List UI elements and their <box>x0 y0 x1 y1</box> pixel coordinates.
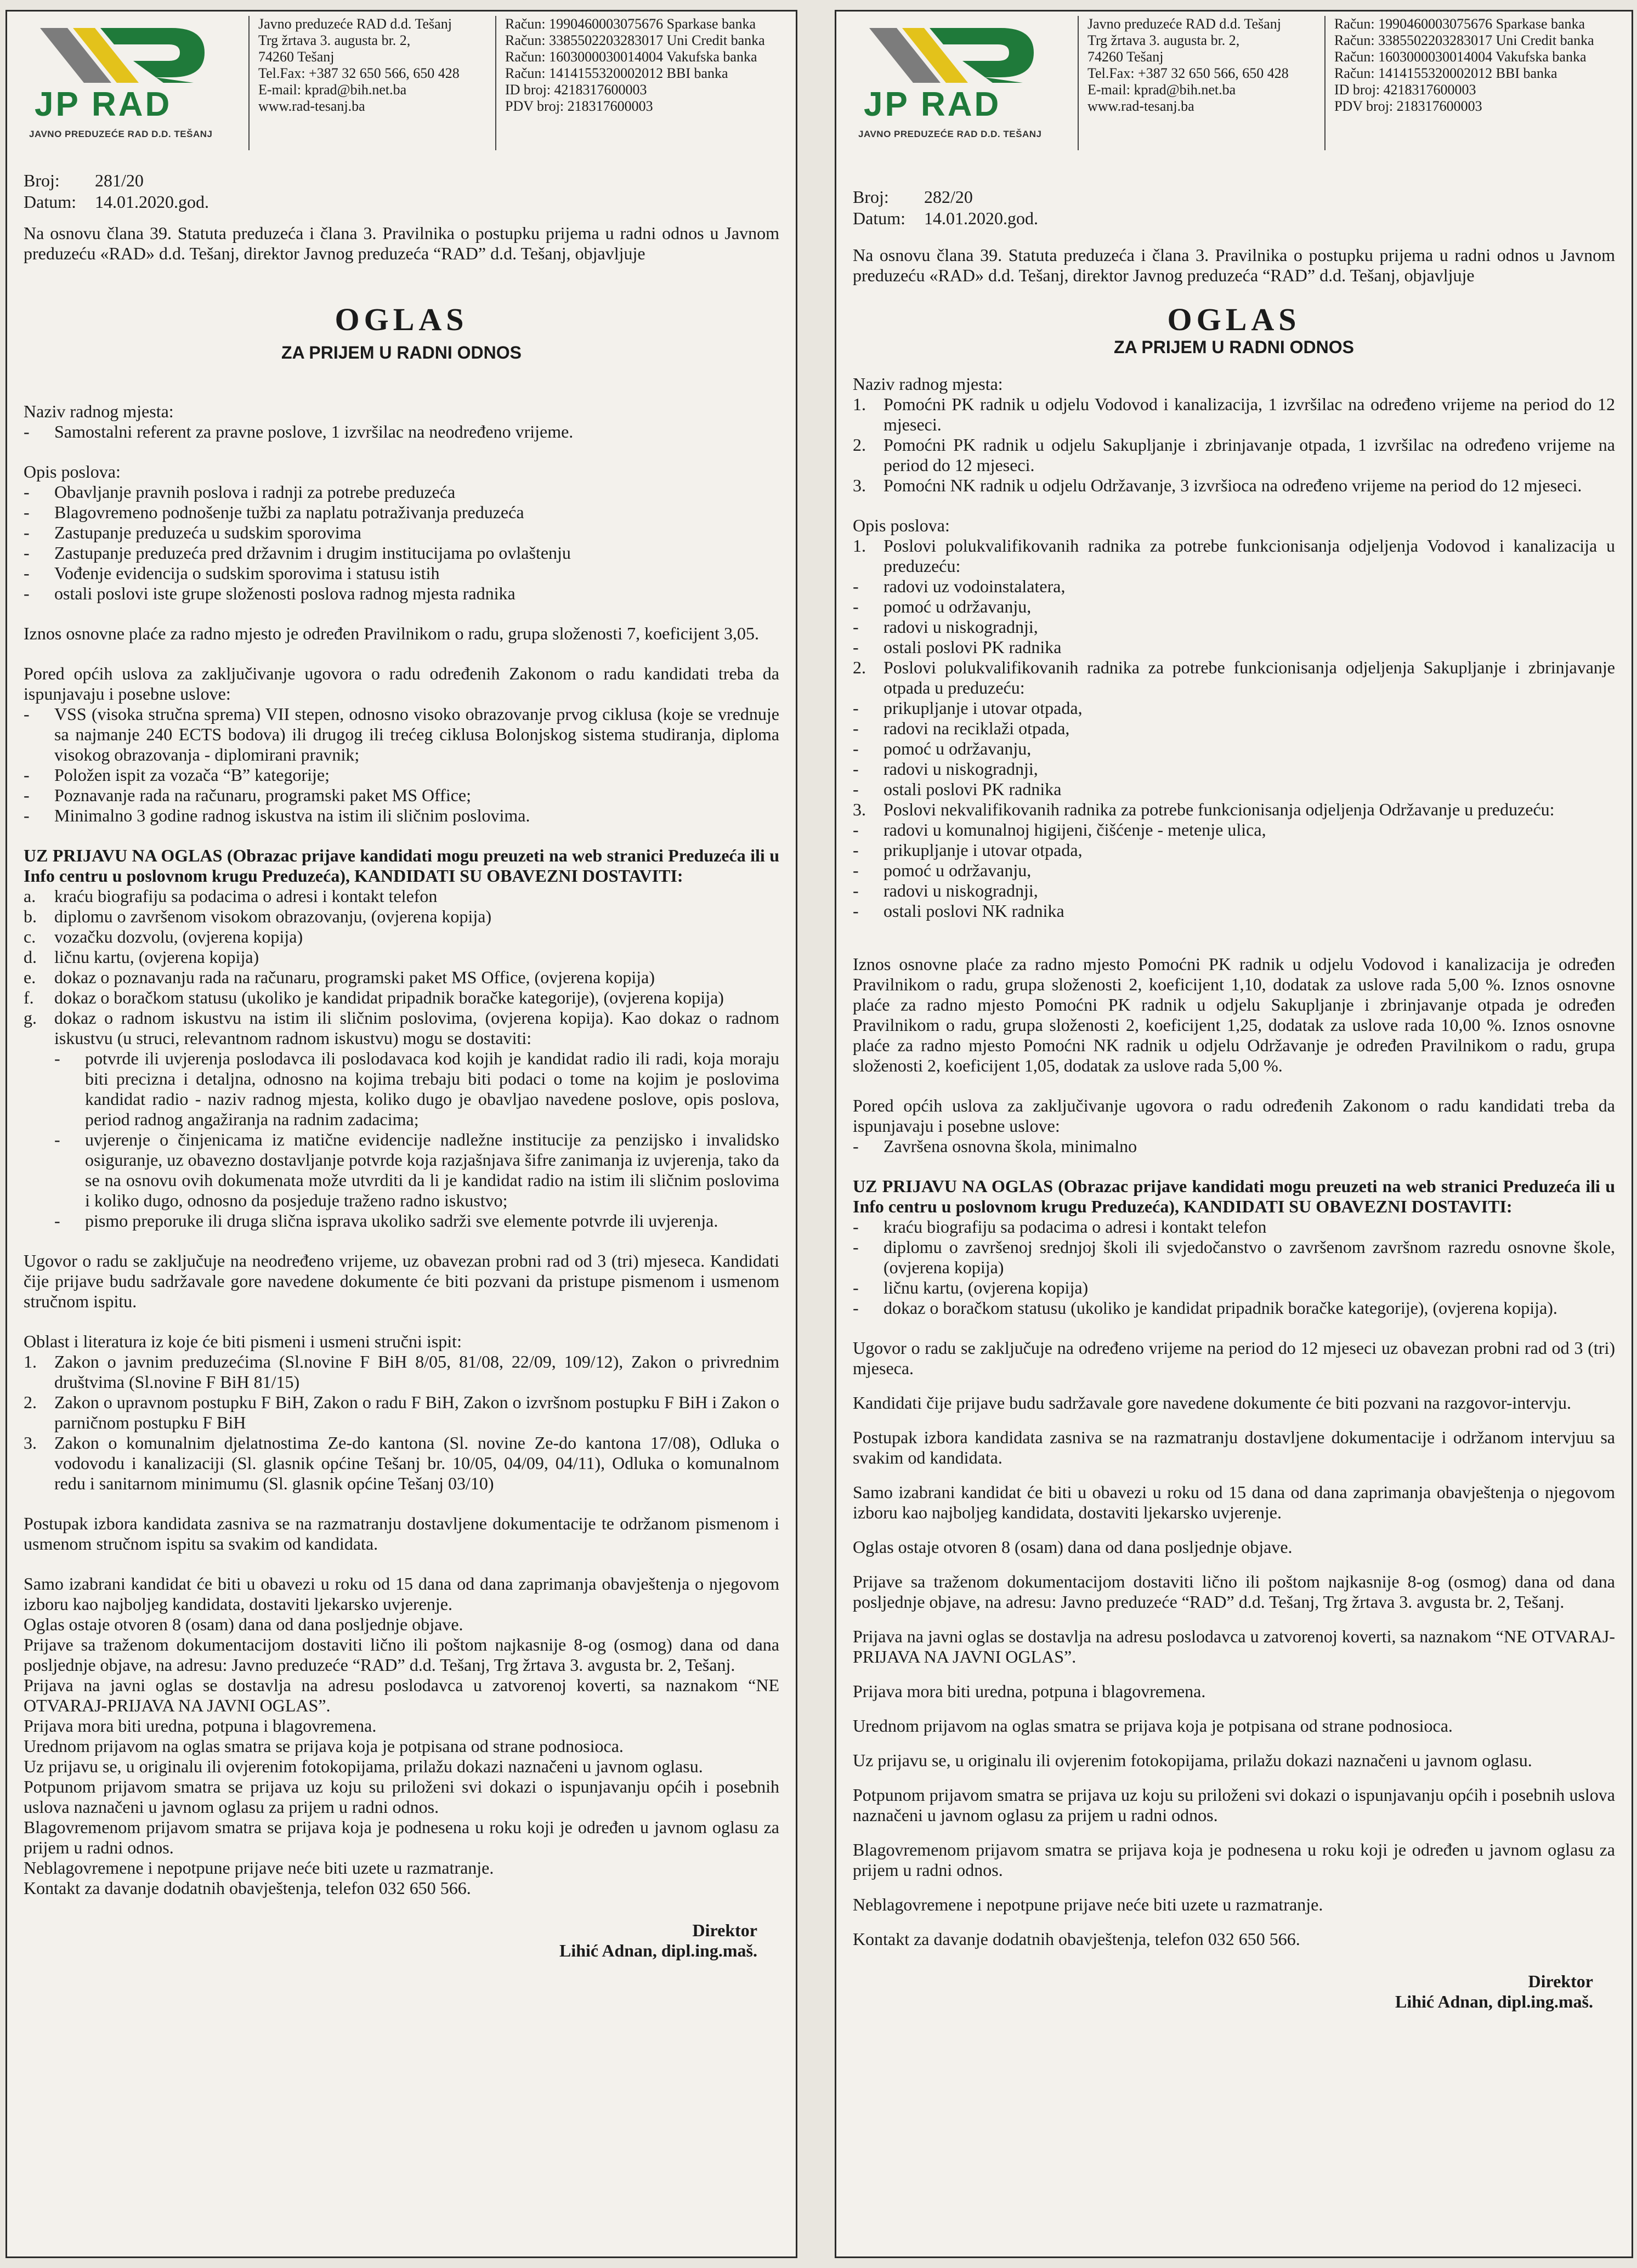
closing-line: Prijava na javni oglas se dostavlja na adresu poslodavca u zatvorenoj koverti, sa naznakom “NE OTVARAJ-PRIJAVA NA JAVNI OGLAS”. <box>24 1675 779 1715</box>
paragraph: Prijave sa traženom dokumentacijom dostaviti lično ili poštom najkasnije 8-og (osmog) dana od dana posljednje objave, na adresu: Javno preduzeće “RAD” d.d. Tešanj, Trg žrtava 3. avgusta br. 2, Tešanj. <box>853 1572 1615 1612</box>
bank-line: Račun: 3385502203283017 Uni Credit banka <box>1334 32 1594 48</box>
item-number: 1. <box>24 1352 37 1371</box>
position-list <box>24 422 779 442</box>
paragraph: Urednom prijavom na oglas smatra se prijava koja je potpisana od strane podnosioca. <box>853 1716 1453 1736</box>
item-text: ličnu kartu, (ovjerena kopija) <box>54 947 259 967</box>
list-item <box>24 1008 779 1231</box>
duties-list <box>853 536 1615 576</box>
paragraph: Uz prijavu se, u originalu ili ovjerenim fotokopijama, prilažu dokazi naznačeni u javnom oglasu. <box>853 1750 1532 1770</box>
list-item: - Zastupanje preduzeća u sudskim sporovima <box>24 523 779 543</box>
list-item: - potvrde ili uvjerenja poslodavca ili poslodavaca kod kojih je kandidat radio ili radi, koja moraju biti precizna i detaljna, odnosno na kojima trebaju biti podaci o tome na kojim je poslovima kandidat radio - naziv radnog mjesta, koliko dugo je obavljao navedene poslove, opis poslova, period radnog angažiranja na radnim zadacima; <box>54 1048 779 1130</box>
broj-value: 282/20 <box>924 187 973 207</box>
item-letter: c. <box>24 927 36 946</box>
signature-block <box>853 1971 1615 2012</box>
company-bank-accounts <box>495 16 801 150</box>
documents-section <box>853 1176 1615 1318</box>
logo-subtitle: JAVNO PREDUZEĆE RAD D.D. TEŠANJ <box>29 129 213 139</box>
item-text: Pomoćni NK radnik u odjelu Održavanje, 3 izvršioca na određeno vrijeme na period do 12 mjeseci. <box>883 475 1582 495</box>
requirements-intro: Pored općih uslova za zaključivanje ugovora o radu određenih Zakonom o radu kandidati treba da ispunjavaju i posebne uslove: <box>853 1096 1615 1136</box>
ad-body <box>24 171 779 1961</box>
duties-sublist <box>853 698 1615 800</box>
list-item <box>24 967 779 988</box>
address-line: Tel.Fax: +387 32 650 566, 650 428 <box>1087 65 1289 81</box>
documents-section <box>24 846 779 1231</box>
item-text: Poslovi nekvalifikovanih radnika za potrebe funkcionisanja odjeljenja Održavanje u preduzeću: <box>883 800 1555 819</box>
bank-line: ID broj: 4218317600003 <box>1334 82 1476 98</box>
documents-heading: UZ PRIJAVU NA OGLAS (Obrazac prijave kandidati mogu preuzeti na web stranici Preduzeća ili u Info centru u poslovnom krugu Preduzeća), KANDIDATI SU OBAVEZNI DOSTAVITI: <box>853 1176 1615 1216</box>
documents-list <box>853 1217 1615 1318</box>
position-list <box>853 394 1615 496</box>
item-text: kraću biografiju sa podacima o adresi i kontakt telefon <box>54 886 438 906</box>
bank-line: Račun: 3385502203283017 Uni Credit banka <box>505 32 765 48</box>
address-line: Trg žrtava 3. augusta br. 2, <box>1087 32 1240 48</box>
list-item: - Zastupanje preduzeća pred državnim i drugim institucijama po ovlaštenju <box>24 543 779 563</box>
list-item: - pomoć u održavanju, <box>853 597 1615 617</box>
closing-line: Kontakt za davanje dodatnih obavještenja, telefon 032 650 566. <box>24 1878 471 1898</box>
item-number: 3. <box>853 475 866 495</box>
list-item: - VSS (visoka stručna sprema) VII stepen, odnosno visoko obrazovanje prvog ciklusa (koje se vrednuje sa najmanje 240 ECTS bodova) ili drugog ili trećeg ciklusa Bolonjskog sistema studiranja, diploma visokog obrazovanja - diplomirani pravnik; <box>24 704 779 765</box>
ad-subtitle: ZA PRIJEM U RADNI ODNOS <box>281 343 522 362</box>
list-item <box>24 886 779 906</box>
item-number: 1. <box>853 536 866 555</box>
datum-label: Datum: <box>24 192 76 212</box>
reference-block <box>853 187 1615 229</box>
closing-line: Blagovremenom prijavom smatra se prijava koja je podnesena u roku koji je određen u javnom oglasu za prijem u radni odnos. <box>24 1817 779 1857</box>
list-item <box>24 906 779 927</box>
logo-wordmark: JP RAD <box>35 86 172 123</box>
literature-label: Oblast i literatura iz koje će biti pismeni i usmeni stručni ispit: <box>24 1331 462 1351</box>
address-line: Javno preduzeće RAD d.d. Tešanj <box>1087 16 1281 32</box>
list-item: - dokaz o boračkom statusu (ukoliko je kandidat pripadnik boračke kategorije), (ovjerena kopija). <box>853 1298 1615 1318</box>
closing-line: Uz prijavu se, u originalu ili ovjerenim fotokopijama, prilažu dokazi naznačeni u javnom oglasu. <box>24 1756 703 1776</box>
bank-line: Račun: 1414155320002012 BBI banka <box>1334 65 1557 81</box>
bank-line: Račun: 1990460003075676 Sparkase banka <box>1334 16 1585 32</box>
list-item: - ostali poslovi PK radnika <box>853 779 1615 800</box>
list-item: - Poznavanje rada na računaru, programski paket MS Office; <box>24 785 779 806</box>
item-text: dokaz o radnom iskustvu na istim ili sličnim poslovima, (ovjerena kopija). Kao dokaz o radnom iskustvu (u struci, relevantnom radnom iskustvu) mogu se dostaviti: <box>54 1008 779 1048</box>
closing-line: Prijave sa traženom dokumentacijom dostaviti lično ili poštom najkasnije 8-og (osmog) dana od dana posljednje objave, na adresu: Javno preduzeće “RAD” d.d. Tešanj, Trg žrtava 3. avgusta br. 2, Tešanj. <box>24 1635 779 1675</box>
paragraph: Samo izabrani kandidat će biti u obavezi u roku od 15 dana od dana zaprimanja obavještenja o njegovom izboru kao najboljeg kandidata, dostaviti ljekarsko uvjerenje. <box>853 1482 1615 1522</box>
position-label: Naziv radnog mjesta: <box>24 401 174 421</box>
paragraph: Potpunom prijavom smatra se prijava uz koju su priloženi svi dokazi o ispunjavanju općih i posebnih uslova naznačeni u javnom oglasu za prijem u radni odnos. <box>853 1785 1615 1825</box>
bank-line: Račun: 1990460003075676 Sparkase banka <box>505 16 756 32</box>
paragraph: Oglas ostaje otvoren 8 (osam) dana od dana posljednje objave. <box>853 1537 1293 1557</box>
item-number: 2. <box>853 435 866 455</box>
closing-line: Urednom prijavom na oglas smatra se prijava koja je potpisana od strane podnosioca. <box>24 1736 624 1756</box>
item-number: 3. <box>24 1433 37 1453</box>
item-text: dokaz o boračkom statusu (ukoliko je kandidat pripadnik boračke kategorije), (ovjerena kopija) <box>54 988 724 1007</box>
list-item <box>24 1352 779 1392</box>
list-item <box>24 947 779 967</box>
position-label: Naziv radnog mjesta: <box>853 374 1003 394</box>
requirements-intro: Pored općih uslova za zaključivanje ugovora o radu određenih Zakonom o radu kandidati treba da ispunjavaju i posebne uslove: <box>24 664 779 704</box>
address-line: Tel.Fax: +387 32 650 566, 650 428 <box>258 65 460 81</box>
list-item: - uvjerenje o činjenicama iz matične evidencije nadležne institucije za penzijsko i invalidsko osiguranje, uz obavezno dostavljanje potvrde koja razjašnjava šifre zanimanja iz uvjerenja, tako da se na osnovu ovih dokumenata može utvrditi da li je kandidat radio na istim ili sličnim poslovima i koliko dugo, odnosno da posjeduje traženo radno iskustvo; <box>54 1130 779 1211</box>
duties-label: Opis poslova: <box>853 515 950 535</box>
list-item: - radovi u niskogradnji, <box>853 759 1615 779</box>
requirements-section <box>24 664 779 826</box>
company-logo <box>858 22 1061 154</box>
paragraph: Kandidati čije prijave budu sadržavale gore navedene dokumente će biti pozvani na razgovor-intervju. <box>853 1393 1571 1413</box>
datum-label: Datum: <box>853 208 905 228</box>
position-section <box>24 401 779 442</box>
list-item: - Samostalni referent za pravne poslove, 1 izvršilac na neodređeno vrijeme. <box>24 422 779 442</box>
signature-title: Direktor <box>692 1920 757 1940</box>
closing-line: Prijava mora biti uredna, potpuna i blagovremena. <box>24 1716 377 1736</box>
duties-sublist <box>853 576 1615 657</box>
company-address <box>1078 16 1323 150</box>
duties-list <box>853 657 1615 698</box>
list-item: - ličnu kartu, (ovjerena kopija) <box>853 1278 1615 1298</box>
item-text: vozačku dozvolu, (ovjerena kopija) <box>54 927 303 946</box>
closing-line: Neblagovremene i nepotpune prijave neće biti uzete u razmatranje. <box>24 1858 494 1878</box>
closing-line: Samo izabrani kandidat će biti u obavezi u roku od 15 dana od dana zaprimanja obavještenja o njegovom izboru kao najboljeg kandidata, dostaviti ljekarsko uvjerenje. <box>24 1574 779 1614</box>
company-address <box>248 16 494 150</box>
datum-value: 14.01.2020.god. <box>924 208 1038 228</box>
bank-line: PDV broj: 218317600003 <box>505 98 653 114</box>
bank-line: ID broj: 4218317600003 <box>505 82 647 98</box>
list-item <box>24 927 779 947</box>
closing-line: Potpunom prijavom smatra se prijava uz koju su priloženi svi dokazi o ispunjavanju općih i posebnih uslova naznačeni u javnom oglasu za prijem u radni odnos. <box>24 1777 779 1817</box>
address-line: E-mail: kprad@bih.net.ba <box>258 82 407 98</box>
list-item <box>853 394 1615 435</box>
item-letter: e. <box>24 967 36 987</box>
item-number: 3. <box>853 800 866 819</box>
list-item <box>853 475 1615 496</box>
logo-wordmark: JP RAD <box>864 86 1001 123</box>
item-text: dokaz o poznavanju rada na računaru, programski paket MS Office, (ovjerena kopija) <box>54 967 655 987</box>
contract-paragraph: Ugovor o radu se zaključuje na neodređeno vrijeme, uz obavezan probni rad od 3 (tri) mjeseca. Kandidati čije prijave budu sadržavale gore navedene dokumente će biti pozvani da pristupe pismenom i usmenom stručnom ispitu. <box>24 1251 779 1311</box>
reference-block <box>24 171 779 212</box>
list-item: - Položen ispit za vozača “B” kategorije; <box>24 765 779 785</box>
duties-list <box>853 800 1615 820</box>
list-item: - Obavljanje pravnih poslova i radnji za potrebe preduzeća <box>24 482 779 502</box>
address-line: 74260 Tešanj <box>258 49 335 65</box>
list-item <box>24 1433 779 1494</box>
item-letter: d. <box>24 947 37 967</box>
ad-title: OGLAS <box>1167 302 1301 337</box>
bank-line: Račun: 1603000030014004 Vakufska banka <box>505 49 757 65</box>
ad-title: OGLAS <box>335 302 468 337</box>
jp-rad-logo-icon <box>858 22 1056 127</box>
experience-proof-list <box>54 1048 779 1231</box>
list-item <box>24 1392 779 1433</box>
item-text: Zakon o upravnom postupku F BiH, Zakon o radu F BiH, Zakon o izvršnom postupku F BiH i Zakon o parničnom postupku F BiH <box>54 1392 779 1432</box>
signature-title: Direktor <box>1528 1971 1593 1991</box>
list-item: - Završena osnovna škola, minimalno <box>853 1136 1615 1156</box>
job-ad-left <box>5 10 797 2258</box>
logo-subtitle: JAVNO PREDUZEĆE RAD D.D. TEŠANJ <box>858 129 1042 139</box>
requirements-section <box>853 1096 1615 1156</box>
list-item <box>853 536 1615 576</box>
selection-paragraph: Postupak izbora kandidata zasniva se na razmatranju dostavljene dokumentacije te održanom pismenom i usmenom stručnom ispitu sa svakim od kandidata. <box>24 1513 779 1553</box>
requirements-list <box>853 1136 1615 1156</box>
closing-block <box>24 1574 779 1898</box>
address-line: 74260 Tešanj <box>1087 49 1164 65</box>
ad-header <box>853 12 1615 165</box>
list-item: - prikupljanje i utovar otpada, <box>853 698 1615 718</box>
signature-name: Lihić Adnan, dipl.ing.maš. <box>559 1941 757 1960</box>
list-item: - diplomu o završenoj srednjoj školi ili svjedočanstvo o završenom završnom razredu osnovne škole, (ovjerena kopija) <box>853 1237 1615 1278</box>
signature-name: Lihić Adnan, dipl.ing.maš. <box>1395 1992 1593 2011</box>
broj-value: 281/20 <box>95 171 144 190</box>
item-letter: b. <box>24 906 37 926</box>
address-line: Trg žrtava 3. augusta br. 2, <box>258 32 411 48</box>
signature-block <box>24 1920 779 1961</box>
item-text: Pomoćni PK radnik u odjelu Sakupljanje i zbrinjavanje otpada, 1 izvršilac na određeno vrijeme na period do 12 mjeseci. <box>883 435 1615 475</box>
ad-header <box>24 12 779 165</box>
list-item: - pismo preporuke ili druga slična isprava ukoliko sadrži sve elemente potvrde ili uvjerenja. <box>54 1211 779 1231</box>
item-letter: a. <box>24 886 36 906</box>
documents-list <box>24 886 779 1231</box>
job-ad-right <box>835 10 1633 2258</box>
broj-label: Broj: <box>24 171 60 190</box>
list-item <box>853 435 1615 475</box>
jp-rad-logo-icon <box>29 22 226 127</box>
bank-line: Račun: 1414155320002012 BBI banka <box>505 65 728 81</box>
list-item: - ostali poslovi PK radnika <box>853 637 1615 657</box>
company-bank-accounts <box>1324 16 1630 150</box>
item-number: 2. <box>24 1392 37 1412</box>
address-line: E-mail: kprad@bih.net.ba <box>1087 82 1236 98</box>
ad-subtitle: ZA PRIJEM U RADNI ODNOS <box>1114 337 1354 357</box>
bank-line: PDV broj: 218317600003 <box>1334 98 1482 114</box>
paragraph: Ugovor o radu se zaključuje na određeno vrijeme na period do 12 mjeseci uz obavezan probni rad od 3 (tri) mjeseca. <box>853 1338 1615 1378</box>
position-section <box>853 374 1615 496</box>
address-line: www.rad-tesanj.ba <box>258 98 365 114</box>
list-item: - Blagovremeno podnošenje tužbi za naplatu potraživanja preduzeća <box>24 502 779 523</box>
paragraph: Prijava na javni oglas se dostavlja na adresu poslodavca u zatvorenoj koverti, sa naznakom “NE OTVARAJ-PRIJAVA NA JAVNI OGLAS”. <box>853 1626 1615 1666</box>
duties-section <box>24 462 779 604</box>
item-text: Poslovi polukvalifikovanih radnika za potrebe funkcionisanja odjeljenja Sakupljanje i zbrinjavanje otpada u preduzeću: <box>883 657 1615 698</box>
company-logo <box>29 22 232 154</box>
list-item: - radovi u niskogradnji, <box>853 881 1615 901</box>
list-item: - radovi u niskogradnji, <box>853 617 1615 637</box>
intro-paragraph: Na osnovu člana 39. Statuta preduzeća i člana 3. Pravilnika o postupku prijema u radni odnos u Javnom preduzeću «RAD» d.d. Tešanj, direktor Javnog preduzeća “RAD” d.d. Tešanj, objavljuje <box>853 245 1615 285</box>
datum-value: 14.01.2020.god. <box>95 192 209 212</box>
duties-sublist <box>853 820 1615 921</box>
paragraph: Blagovremenom prijavom smatra se prijava koja je podnesena u roku koji je određen u javnom oglasu za prijem u radni odnos. <box>853 1840 1615 1880</box>
address-line: Javno preduzeće RAD d.d. Tešanj <box>258 16 452 32</box>
list-item: - radovi u komunalnoj higijeni, čišćenje - metenje ulica, <box>853 820 1615 840</box>
duties-list <box>24 482 779 604</box>
item-text: diplomu o završenom visokom obrazovanju, (ovjerena kopija) <box>54 906 492 926</box>
list-item <box>853 800 1615 820</box>
duties-section <box>853 515 1615 921</box>
ad-body <box>853 187 1615 2012</box>
documents-heading: UZ PRIJAVU NA OGLAS (Obrazac prijave kandidati mogu preuzeti na web stranici Preduzeća ili u Info centru u poslovnom krugu Preduzeća), KANDIDATI SU OBAVEZNI DOSTAVITI: <box>24 846 779 886</box>
item-number: 1. <box>853 394 866 414</box>
bank-line: Račun: 1603000030014004 Vakufska banka <box>1334 49 1587 65</box>
broj-label: Broj: <box>853 187 889 207</box>
list-item: - radovi uz vodoinstalatera, <box>853 576 1615 597</box>
closing-line: Oglas ostaje otvoren 8 (osam) dana od dana posljednje objave. <box>24 1614 463 1634</box>
paragraph: Postupak izbora kandidata zasniva se na razmatranju dostavljene dokumentacije i održanom intervjuu sa svakim od kandidata. <box>853 1427 1615 1467</box>
item-letter: g. <box>24 1008 37 1028</box>
address-line: www.rad-tesanj.ba <box>1087 98 1194 114</box>
list-item: - prikupljanje i utovar otpada, <box>853 840 1615 860</box>
list-item: - pomoć u održavanju, <box>853 860 1615 881</box>
list-item: - ostali poslovi NK radnika <box>853 901 1615 921</box>
item-number: 2. <box>853 657 866 677</box>
item-text: Zakon o komunalnim djelatnostima Ze-do kantona (Sl. novine Ze-do kantona 17/08), Odluka o vodovodu i kanalizaciji (Sl. glasnik općine Tešanj br. 10/05, 04/09, 04/11), Odluka o komunalnom redu i sanitarnom minimumu (Sl. glasnik općine Tešanj 03/10) <box>54 1433 779 1493</box>
list-item: - ostali poslovi iste grupe složenosti poslova radnog mjesta radnika <box>24 583 779 604</box>
list-item: - Minimalno 3 godine radnog iskustva na istim ili sličnim poslovima. <box>24 806 779 826</box>
intro-paragraph: Na osnovu člana 39. Statuta preduzeća i člana 3. Pravilnika o postupku prijema u radni odnos u Javnom preduzeću «RAD» d.d. Tešanj, direktor Javnog preduzeća “RAD” d.d. Tešanj, objavljuje <box>24 223 779 263</box>
list-item: - Vođenje evidencija o sudskim sporovima i statusu istih <box>24 563 779 583</box>
item-letter: f. <box>24 988 34 1007</box>
duties-label: Opis poslova: <box>24 462 121 481</box>
item-text: Zakon o javnim preduzećima (Sl.novine F BiH 8/05, 81/08, 22/09, 109/12), Zakon o privrednim društvima (Sl.novine F BiH 81/15) <box>54 1352 779 1392</box>
item-text: Poslovi polukvalifikovanih radnika za potrebe funkcionisanja odjeljenja Vodovod i kanalizacija u preduzeću: <box>883 536 1615 576</box>
item-text: Pomoćni PK radnik u odjelu Vodovod i kanalizacija, 1 izvršilac na određeno vrijeme na period do 12 mjeseci. <box>883 394 1615 434</box>
list-item: - pomoć u održavanju, <box>853 739 1615 759</box>
literature-list <box>24 1352 779 1494</box>
requirements-list <box>24 704 779 826</box>
salary-paragraph: Iznos osnovne plaće za radno mjesto je određen Pravilnikom o radu, grupa složenosti 7, koeficijent 3,05. <box>24 623 759 643</box>
paragraph: Prijava mora biti uredna, potpuna i blagovremena. <box>853 1681 1206 1701</box>
list-item: - kraću biografiju sa podacima o adresi i kontakt telefon <box>853 1217 1615 1237</box>
list-item <box>24 988 779 1008</box>
paragraph: Kontakt za davanje dodatnih obavještenja, telefon 032 650 566. <box>853 1929 1300 1949</box>
list-item: - radovi na reciklaži otpada, <box>853 718 1615 739</box>
salary-paragraph: Iznos osnovne plaće za radno mjesto Pomoćni PK radnik u odjelu Vodovod i kanalizacija je određen Pravilnikom o radu, grupa složenosti 2, koeficijent 1,10, dodatak za uslove rada 5,00 %. Iznos osnovne plaće za radno mjesto Pomoćni PK radnik u odjelu Sakupljanje i zbrinjavanje otpada je određen Pravilnikom o radu, grupa složenosti 2, koeficijent 1,25, dodatak za uslove rada 10,00 %. Iznos osnovne plaće za radno mjesto Pomoćni NK radnik u odjelu Održavanje je određen Pravilnikom o radu, grupa složenosti 2, koeficijent 1,05, dodatak za uslove rada 5,00 %. <box>853 954 1615 1075</box>
paragraph: Neblagovremene i nepotpune prijave neće biti uzete u razmatranje. <box>853 1895 1323 1914</box>
literature-section <box>24 1331 779 1494</box>
list-item <box>853 657 1615 698</box>
